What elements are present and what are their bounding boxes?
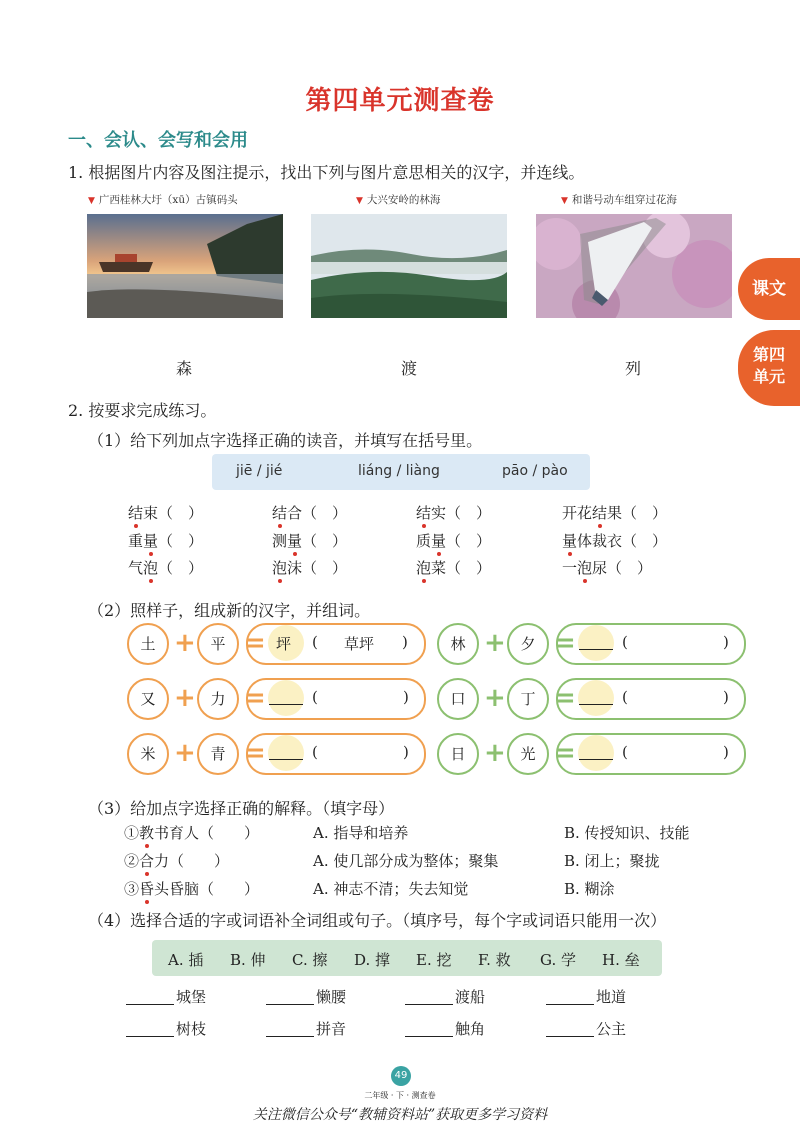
reading-item: 开花结果（ ） [562,504,668,522]
answer-paren[interactable]: 书育人（ ） [154,824,260,842]
paren-open: ( [622,633,628,651]
reading-item: 气泡（ ） [128,559,204,577]
answer-paren[interactable]: 体裁衣（ ） [577,532,668,550]
reading-item [416,557,491,578]
answer-paren[interactable]: 束（ ） [143,504,204,522]
choice-option: F. 救 [478,951,511,969]
answer-paren[interactable]: （ ） [446,532,492,550]
answer-paren[interactable]: 合（ ） [287,504,348,522]
dotted-char: 量 [431,532,447,550]
part-b: 夕 [507,623,549,665]
part-b: 力 [197,678,239,720]
fill-word: 触角 [455,1020,486,1038]
answer-paren[interactable]: 菜（ ） [431,559,492,577]
q2-part3-prompt: （3）给加点字选择正确的解释。（填字母） [88,799,395,818]
reading-item [416,502,491,523]
footer-note: 关注微信公众号“教辅资料站”获取更多学习资料 [252,1107,548,1123]
reading-item [562,530,667,551]
word-lie: 列 [624,359,641,378]
pinyin-liang: liáng / liàng [358,463,440,479]
highlight-circle [578,680,614,716]
dotted-char: 泡 [143,559,159,577]
answer-paren[interactable]: 力（ ） [154,852,230,870]
fill-word: 公主 [596,1020,627,1038]
dotted-char: 量 [287,532,303,550]
q2-part1-prompt: （1）给下列加点字选择正确的读音，并填写在括号里。 [88,431,483,450]
reading-item: 重量（ ） [128,532,204,550]
part-b: 丁 [507,678,549,720]
options-bar [152,940,662,976]
choice-option: C. 擦 [292,951,328,969]
footer-sub: 二年级 · 下 · 测查卷 [364,1091,436,1100]
reading-item [272,557,347,578]
paren-open: ( [622,688,628,706]
dotted-char: 泡 [272,559,288,577]
fill-word: 渡船 [455,988,486,1006]
section-heading: 一、会认、会写和会用 [68,130,248,151]
example-paren-open: ( [312,633,318,651]
page-title: 第四单元测查卷 [305,86,495,116]
char-blank[interactable] [579,649,613,650]
part-b: 光 [507,733,549,775]
equals-icon: = [554,738,576,768]
word-answer-input[interactable] [637,627,713,655]
part-b: 青 [197,733,239,775]
char-blank[interactable] [269,704,303,705]
equals-icon: = [554,628,576,658]
fill-word: 地道 [596,988,627,1006]
paren-close: ) [403,743,409,761]
photo-train [536,214,732,318]
tab-unit4[interactable]: 第四 单元 [738,330,800,406]
word-answer-input[interactable] [637,737,713,765]
choice-option: G. 学 [540,951,576,969]
q2-part4-prompt: （4）选择合适的字或词语补全词组或句子。（填序号，每个字或词语只能用一次） [88,911,667,930]
pinyin-jie: jiē / jié [236,463,283,479]
answer-paren[interactable]: 沫（ ） [287,559,348,577]
choice-option: A. 插 [168,951,204,969]
word-answer-input[interactable] [327,737,393,765]
example-paren-close: ) [402,633,408,651]
highlight-circle [578,735,614,771]
paren-open: ( [622,743,628,761]
reading-item [128,502,203,523]
plus-icon: + [484,738,506,768]
example-part-b: 平 [197,623,239,665]
part-a: 日 [437,733,479,775]
answer-paren[interactable]: （ ） [158,532,204,550]
fill-blank[interactable] [266,1036,314,1037]
dotted-char: 结 [128,504,144,522]
page-number: 49 [391,1066,411,1086]
paren-open: ( [312,688,318,706]
plus-icon: + [174,628,196,658]
meaning-item: ①教书育人（ ） [124,824,260,842]
choice-option: H. 垒 [602,951,640,969]
meaning-item: ③昏头昏脑（ ） [124,880,260,898]
highlight-circle [268,680,304,716]
reading-item: 一泡尿（ ） [562,559,653,577]
part-a: 米 [127,733,169,775]
fill-blank[interactable] [126,1036,174,1037]
paren-open: ( [312,743,318,761]
answer-paren[interactable]: 尿（ ） [592,559,653,577]
option-a: A. 指导和培养 [313,824,409,842]
dotted-char: 结 [272,504,288,522]
dotted-char: 昏 [139,880,155,898]
dotted-char: 泡 [577,559,593,577]
fill-word: 懒腰 [316,988,347,1006]
option-a: A. 使几部分成为整体；聚集 [313,852,499,870]
equals-icon: = [554,683,576,713]
choice-option: E. 挖 [416,951,452,969]
caption-3: ▼ 和谐号动车组穿过花海 [561,194,677,206]
part-a: 又 [127,678,169,720]
answer-paren[interactable]: 实（ ） [431,504,492,522]
q2-prompt: 2. 按要求完成练习。 [68,401,217,420]
char-blank[interactable] [269,759,303,760]
example-part-a: 土 [127,623,169,665]
pinyin-pao: pāo / pào [502,463,568,479]
option-b: B. 闭上；聚拢 [564,852,660,870]
part-a: 林 [437,623,479,665]
photo-harbor [87,214,283,318]
dotted-char: 结 [592,504,608,522]
equals-icon: = [244,683,266,713]
meaning-item: ②合力（ ） [124,852,230,870]
fill-blank[interactable] [126,1004,174,1005]
char-blank[interactable] [579,704,613,705]
tab-lesson[interactable]: 课文 [738,258,800,320]
caption-1: ▼ 广西桂林大圩（xū）古镇码头 [88,194,238,206]
photo-forest [311,214,507,318]
reading-item [272,502,347,523]
example-result: 坪 [276,635,292,653]
paren-close: ) [403,688,409,706]
fill-blank[interactable] [546,1036,594,1037]
dotted-char: 量 [562,532,578,550]
triangle-icon: ▼ [356,196,363,206]
equals-icon: = [244,628,266,658]
option-b: B. 糊涂 [564,880,615,898]
answer-paren[interactable]: 果（ ） [607,504,668,522]
answer-paren[interactable]: 头昏脑（ ） [154,880,260,898]
plus-icon: + [174,683,196,713]
q2-part2-prompt: （2）照样子，组成新的汉字，并组词。 [88,601,371,620]
word-sen: 森 [175,359,192,378]
triangle-icon: ▼ [88,196,95,206]
example-word: 草坪 [344,635,375,653]
plus-icon: + [174,738,196,768]
fill-word: 城堡 [176,988,207,1006]
reading-item: 质量（ ） [416,532,492,550]
equals-icon: = [244,738,266,768]
fill-blank[interactable] [546,1004,594,1005]
fill-blank[interactable] [266,1004,314,1005]
plus-icon: + [484,683,506,713]
reading-item: 测量（ ） [272,532,348,550]
choice-option: D. 撑 [354,951,391,969]
dotted-char: 结 [416,504,432,522]
dotted-char: 泡 [416,559,432,577]
highlight-circle [578,625,614,661]
word-du: 渡 [400,359,417,378]
highlight-circle [268,735,304,771]
option-a: A. 神志不清；失去知觉 [313,880,469,898]
paren-close: ) [723,743,729,761]
fill-word: 树枝 [176,1020,207,1038]
paren-close: ) [723,688,729,706]
triangle-icon: ▼ [561,196,568,206]
dotted-char: 合 [139,852,155,870]
fill-word: 拼音 [316,1020,347,1038]
fill-blank[interactable] [405,1036,453,1037]
paren-close: ) [723,633,729,651]
dotted-char: 量 [143,532,159,550]
choice-option: B. 伸 [230,951,266,969]
word-answer-input[interactable] [327,682,393,710]
option-b: B. 传授知识、技能 [564,824,690,842]
answer-paren[interactable]: （ ） [302,532,348,550]
q1-prompt: 1. 根据图片内容及图注提示，找出下列与图片意思相关的汉字，并连线。 [68,163,585,182]
dotted-char: 教 [139,824,155,842]
pinyin-box [212,454,590,490]
plus-icon: + [484,628,506,658]
fill-blank[interactable] [405,1004,453,1005]
part-a: 口 [437,678,479,720]
caption-2: ▼ 大兴安岭的林海 [356,194,441,206]
answer-paren[interactable]: （ ） [158,559,204,577]
char-blank[interactable] [579,759,613,760]
word-answer-input[interactable] [637,682,713,710]
